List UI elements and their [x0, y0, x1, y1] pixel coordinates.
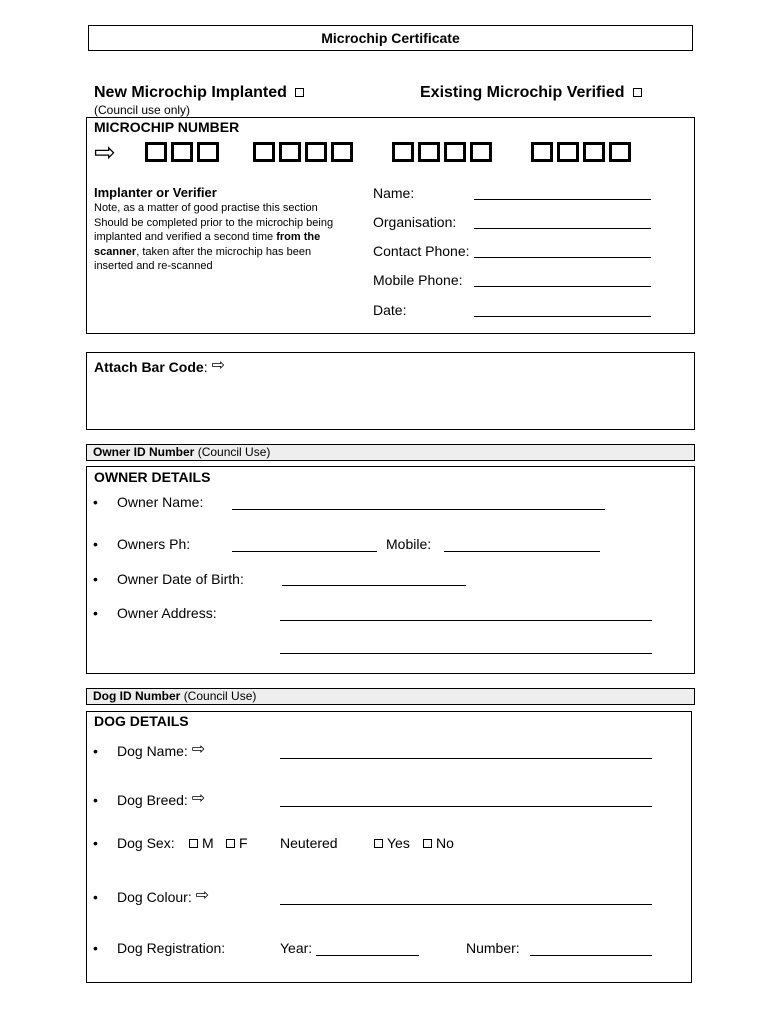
owner-address-label: Owner Address: [117, 605, 217, 621]
owner-dob-field[interactable] [282, 585, 466, 586]
dog-name-field[interactable] [280, 758, 652, 759]
registration-year-label: Year: [280, 940, 313, 956]
chip-digit-box[interactable] [145, 142, 167, 162]
dog-breed-label: Dog Breed: [117, 792, 188, 808]
council-use-only-note: (Council use only) [94, 103, 191, 117]
registration-year-field[interactable] [316, 955, 419, 956]
existing-verified-option[interactable] [420, 84, 642, 102]
owners-phone-label: Owners Ph: [117, 536, 191, 552]
dog-registration-label: Dog Registration: [117, 940, 226, 956]
neutered-no-option[interactable] [423, 835, 454, 851]
chip-digit-box[interactable] [305, 142, 327, 162]
dog-colour-label: Dog Colour: [117, 889, 192, 905]
dog-name-label: Dog Name: [117, 743, 188, 759]
chip-digit-box[interactable] [609, 142, 631, 162]
owner-address-field-line-2[interactable] [280, 653, 652, 654]
implanter-contact-phone-field[interactable] [474, 257, 651, 258]
certificate-title: Microchip Certificate [88, 25, 693, 51]
implanter-note-bold: scanner [94, 245, 137, 258]
implanter-note-line [94, 230, 366, 245]
owners-phone-field[interactable] [232, 551, 377, 552]
dog-name-arrow-icon: ⇨ [191, 741, 206, 758]
implanter-heading: Implanter or Verifier [94, 185, 217, 200]
owner-details-heading: OWNER DETAILS [94, 469, 211, 485]
owner-mobile-field[interactable] [444, 551, 600, 552]
bar-code-label-line [94, 359, 225, 375]
existing-verified-checkbox[interactable] [633, 88, 642, 97]
implanter-mobile-phone-field[interactable] [474, 286, 651, 287]
owner-id-label: Owner ID Number [93, 445, 195, 459]
chip-digit-box[interactable] [418, 142, 440, 162]
chip-digit-box[interactable] [197, 142, 219, 162]
dog-id-note: (Council Use) [183, 689, 257, 703]
dog-sex-label: Dog Sex: [117, 835, 175, 851]
implanter-mobile-phone-label: Mobile Phone: [373, 272, 463, 288]
new-implanted-option[interactable] [94, 84, 304, 102]
owner-id-note: (Council Use) [197, 445, 271, 459]
chip-digit-box[interactable] [171, 142, 193, 162]
implanter-note-line: inserted and re-scanned [94, 260, 213, 272]
existing-verified-label: Existing Microchip Verified [420, 84, 625, 101]
implanter-organisation-field[interactable] [474, 228, 651, 229]
implanter-date-label: Date: [373, 302, 407, 318]
new-implanted-checkbox[interactable] [295, 88, 304, 97]
chip-digit-box[interactable] [583, 142, 605, 162]
neutered-label: Neutered [280, 835, 338, 851]
owner-id-bar[interactable] [86, 444, 695, 461]
dog-colour-field[interactable] [280, 904, 652, 905]
dog-breed-field[interactable] [280, 806, 652, 807]
bullet: • [93, 889, 98, 905]
owner-mobile-label: Mobile: [386, 536, 432, 552]
dog-details-heading: DOG DETAILS [94, 713, 189, 729]
owner-name-label: Owner Name: [117, 494, 204, 510]
chip-digit-box[interactable] [531, 142, 553, 162]
owner-address-field-line-1[interactable] [280, 620, 652, 621]
bar-code-arrow-icon: ⇨ [211, 357, 225, 374]
dog-sex-f-checkbox[interactable] [226, 839, 235, 848]
chip-digit-box[interactable] [392, 142, 414, 162]
implanter-note-text: implanted and verified a second time [94, 231, 277, 243]
implanter-note-text: , taken after the microchip has been [136, 245, 312, 258]
bullet: • [93, 743, 98, 759]
microchip-arrow-icon: ⇨ [94, 137, 116, 167]
dog-colour-arrow-icon: ⇨ [195, 887, 209, 904]
implanter-note-line [94, 245, 366, 260]
chip-digit-box[interactable] [444, 142, 466, 162]
implanter-name-label: Name: [373, 185, 415, 201]
implanter-note-bold: from the [276, 231, 321, 243]
implanter-date-field[interactable] [474, 316, 651, 317]
dog-id-bar[interactable] [86, 688, 695, 705]
owner-name-field[interactable] [232, 509, 605, 510]
dog-sex-f-label: F [239, 835, 248, 851]
microchip-number-heading: MICROCHIP NUMBER [94, 119, 240, 135]
dog-sex-f-option[interactable] [226, 835, 248, 851]
dog-colour-label-line [117, 889, 209, 905]
dog-sex-m-checkbox[interactable] [189, 839, 198, 848]
chip-digit-box[interactable] [279, 142, 301, 162]
chip-digit-box[interactable] [331, 142, 353, 162]
bullet: • [93, 940, 98, 956]
bullet: • [93, 605, 98, 621]
chip-digit-box[interactable] [470, 142, 492, 162]
dog-breed-arrow-icon: ⇨ [191, 790, 206, 807]
registration-number-label: Number: [466, 940, 520, 956]
neutered-no-label: No [436, 835, 454, 851]
neutered-yes-label: Yes [387, 835, 410, 851]
dog-sex-m-label: M [202, 835, 214, 851]
bar-code-colon: : [203, 359, 208, 375]
registration-number-field[interactable] [530, 955, 652, 956]
neutered-no-checkbox[interactable] [423, 839, 432, 848]
bullet: • [93, 792, 98, 808]
bullet: • [93, 571, 98, 587]
implanter-note [94, 185, 366, 274]
bullet: • [93, 536, 98, 552]
new-implanted-label: New Microchip Implanted [94, 84, 287, 101]
chip-digit-box[interactable] [253, 142, 275, 162]
dog-sex-m-option[interactable] [189, 835, 214, 851]
owner-dob-label: Owner Date of Birth: [117, 571, 244, 587]
dog-id-label: Dog ID Number [93, 689, 181, 703]
implanter-note-line: Note, as a matter of good practise this section [94, 202, 318, 214]
bullet: • [93, 835, 98, 851]
dog-breed-label-line [117, 792, 205, 808]
bar-code-label: Attach Bar Code [94, 359, 204, 375]
dog-name-label-line [117, 743, 205, 759]
implanter-organisation-label: Organisation: [373, 214, 457, 230]
neutered-yes-option[interactable] [374, 835, 410, 851]
implanter-name-field[interactable] [474, 199, 651, 200]
bullet: • [93, 494, 98, 510]
implanter-note-line: Should be completed prior to the microchip being [94, 216, 334, 229]
neutered-yes-checkbox[interactable] [374, 839, 383, 848]
chip-digit-box[interactable] [557, 142, 579, 162]
implanter-contact-phone-label: Contact Phone: [373, 243, 470, 259]
